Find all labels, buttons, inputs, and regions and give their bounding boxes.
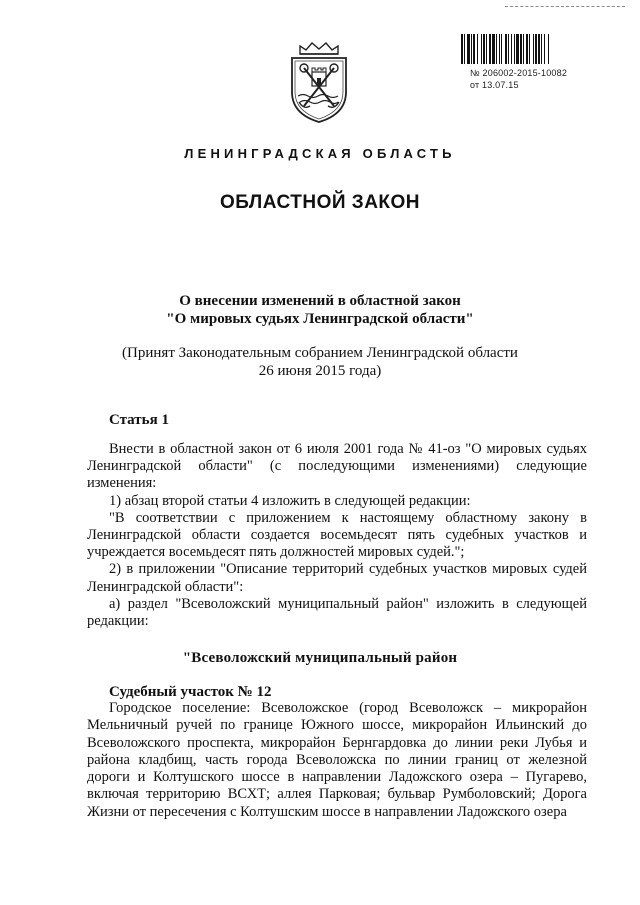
barcode-bar	[544, 34, 545, 64]
barcode-bar	[483, 34, 485, 64]
leningrad-oblast-coat-of-arms-icon	[286, 40, 352, 124]
barcode-bar	[526, 34, 528, 64]
barcode-bar	[533, 34, 534, 64]
barcode-bar	[461, 34, 463, 64]
barcode-bar	[548, 34, 549, 64]
barcode-bar	[477, 34, 478, 64]
court-plot-heading: Судебный участок № 12	[109, 684, 272, 700]
barcode-bar	[486, 34, 487, 64]
region-title: ЛЕНИНГРАДСКАЯ ОБЛАСТЬ	[184, 146, 456, 161]
barcode-bar	[514, 34, 515, 64]
court-plot-description	[87, 700, 587, 821]
barcode-icon	[461, 34, 595, 64]
law-subject	[0, 292, 640, 328]
district-heading: "Всеволожский муниципальный район	[182, 650, 458, 666]
document-registration-date: от 13.07.15	[470, 80, 519, 90]
adoption-note	[0, 344, 640, 380]
law-subject-line-2: "О мировых судьях Ленинградской области"	[166, 311, 474, 327]
article-heading: Статья 1	[109, 412, 169, 428]
article-body	[87, 441, 587, 630]
adoption-note-line-2: 26 июня 2015 года)	[258, 363, 382, 379]
barcode-bar	[511, 34, 512, 64]
barcode-bar	[501, 34, 502, 64]
top-edge-rule	[505, 6, 625, 7]
barcode-bar	[508, 34, 509, 64]
court-plot-paragraph: Городское поселение: Всеволожское (город Всеволожск – микрорайон Мельничный ручей по границе Южного шоссе, микрорайон Ильинский до Всеволожского проспекта, микрорайон Бернгардовка до линии реки Лубья и района кладбищ, часть города Всеволожска по линии границ от железной дороги и Колтушского шоссе в направлении Ладожского озера – Пугарево, включая территорию ВСХТ; аллея Парковая; бульвар Румболовский; Дорога Жизни от пересечения с Колтушским шоссе в направлении Ладожского озера	[87, 700, 587, 820]
article-paragraph: 1) абзац второй статьи 4 изложить в следующей редакции:	[109, 492, 471, 509]
barcode-bar	[496, 34, 497, 64]
barcode-bar	[492, 34, 495, 64]
article-paragraph: "В соответствии с приложением к настоящему областному закону в Ленинградской области создается восемьдесят пять судебных участков и учреждается восемьдесят пять должностей мировых судей.";	[87, 509, 587, 561]
barcode-bar	[529, 34, 530, 64]
article-paragraph: а) раздел "Всеволожский муниципальный район" изложить в следующей редакции:	[87, 595, 587, 630]
article-paragraph: 2) в приложении "Описание территорий судебных участков мировых судей Ленинградской области":	[87, 561, 587, 595]
document-registration-number: № 206002-2015-10082	[470, 68, 568, 78]
barcode-bar	[473, 34, 475, 64]
barcode-bar	[541, 34, 542, 64]
barcode-bar	[520, 34, 522, 64]
barcode-bar	[471, 34, 472, 64]
barcode-bar	[467, 34, 470, 64]
adoption-note-line-1: (Принят Законодательным собранием Ленинградской области	[122, 345, 518, 361]
barcode-bar	[499, 34, 500, 64]
barcode-bar	[523, 34, 524, 64]
law-title: ОБЛАСТНОЙ ЗАКОН	[219, 192, 421, 213]
article-paragraph: Внести в областной закон от 6 июля 2001 года № 41-оз "О мировых судьях Ленинградской области" (с последующими изменениями) следующие изменения:	[87, 441, 587, 492]
barcode-bar	[516, 34, 519, 64]
barcode-bar	[481, 34, 482, 64]
barcode-bar	[489, 34, 491, 64]
law-subject-line-1: О внесении изменений в областной закон	[179, 293, 461, 309]
barcode-bar	[505, 34, 507, 64]
barcode-bar	[464, 34, 465, 64]
barcode-bar	[538, 34, 540, 64]
barcode-bar	[535, 34, 537, 64]
